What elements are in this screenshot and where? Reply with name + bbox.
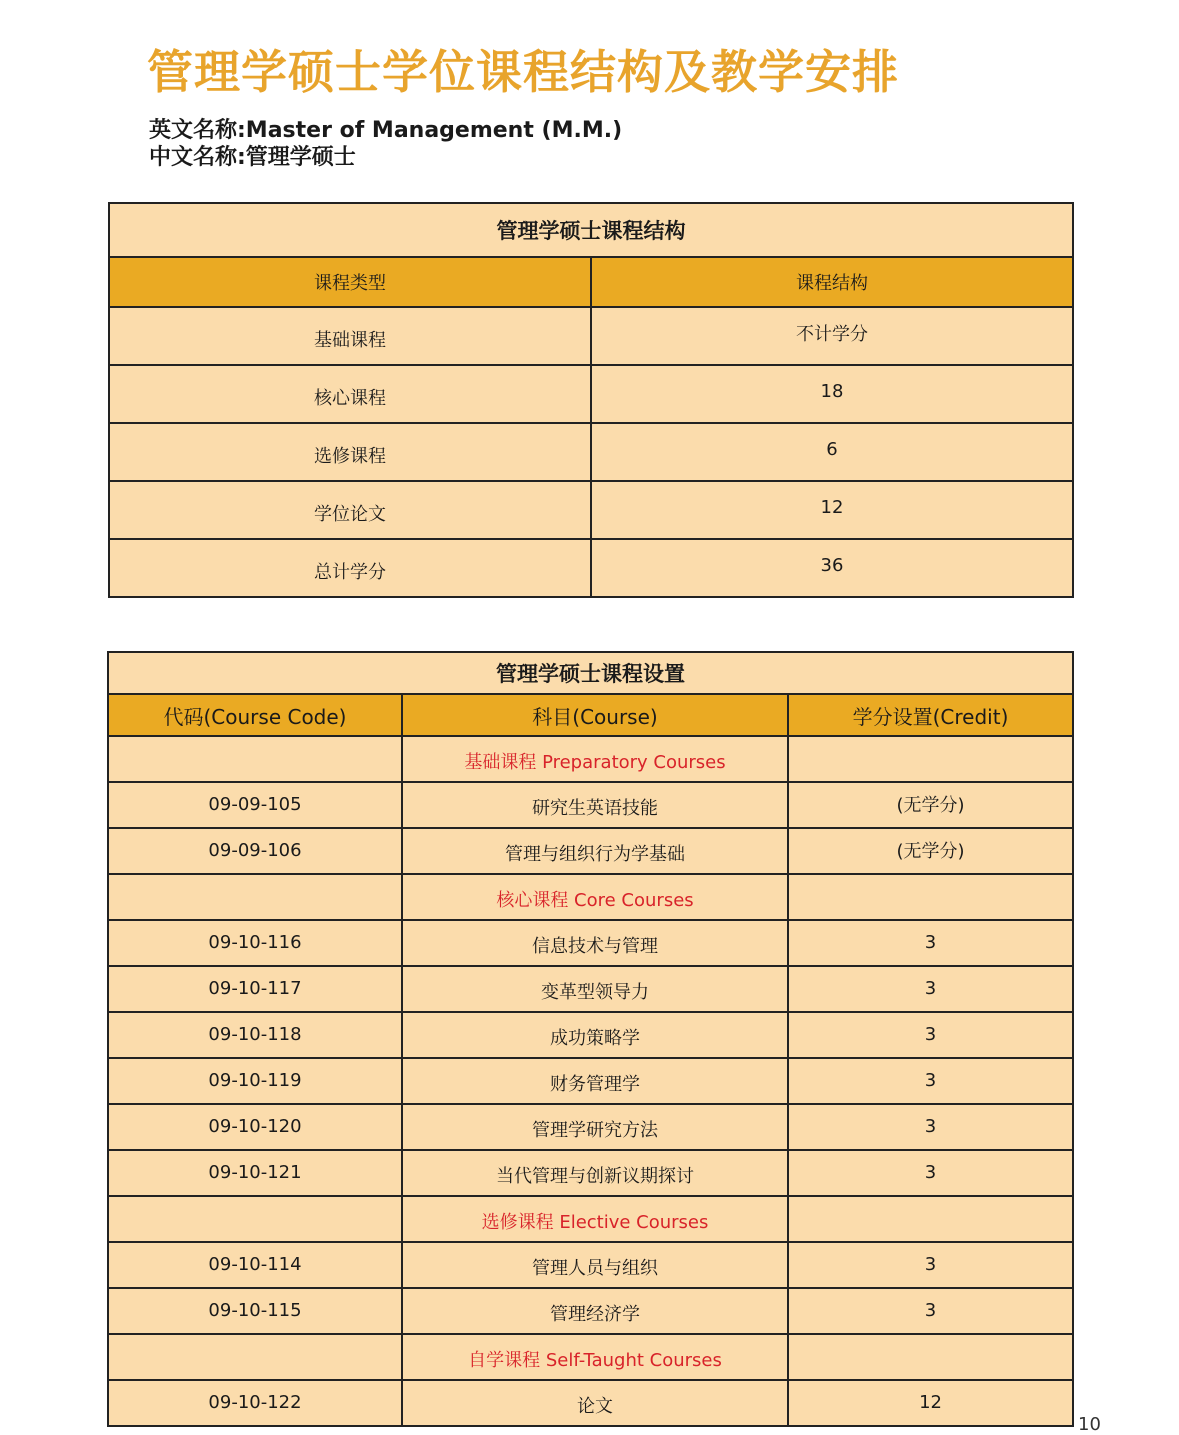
course-code: 09-10-118 (108, 1012, 402, 1058)
table-row (108, 1242, 1073, 1288)
course-credit: 3 (788, 1058, 1073, 1104)
course-structure-cell: 不计学分 (591, 307, 1073, 365)
course-code: 09-10-120 (108, 1104, 402, 1150)
course-type-cell: 学位论文 (109, 481, 591, 539)
course-credit: 3 (788, 1150, 1073, 1196)
header-course-name: 科目(Course) (402, 694, 788, 736)
header-course-type: 课程类型 (109, 257, 591, 307)
course-settings-table (107, 651, 1074, 1427)
course-type-cell: 基础课程 (109, 307, 591, 365)
table-row (108, 920, 1073, 966)
table-row (108, 1288, 1073, 1334)
course-name: 管理人员与组织 (402, 1242, 788, 1288)
course-credit: 3 (788, 966, 1073, 1012)
course-structure-cell: 18 (591, 365, 1073, 423)
table-row (108, 1058, 1073, 1104)
structure-table-title: 管理学硕士课程结构 (109, 203, 1073, 257)
header-course-code: 代码(Course Code) (108, 694, 402, 736)
table-row (108, 1150, 1073, 1196)
table-row (108, 782, 1073, 828)
table-row (108, 1380, 1073, 1426)
table-row (109, 539, 1073, 597)
course-code: 09-10-117 (108, 966, 402, 1012)
course-name: 研究生英语技能 (402, 782, 788, 828)
course-credit: 3 (788, 1242, 1073, 1288)
course-name: 管理学研究方法 (402, 1104, 788, 1150)
table-row (109, 307, 1073, 365)
course-structure-table (108, 202, 1074, 598)
course-code: 09-10-122 (108, 1380, 402, 1426)
table-row (109, 423, 1073, 481)
table-row (109, 481, 1073, 539)
section-row (108, 874, 1073, 920)
course-type-cell: 核心课程 (109, 365, 591, 423)
course-name: 信息技术与管理 (402, 920, 788, 966)
course-structure-cell: 6 (591, 423, 1073, 481)
course-credit: 3 (788, 1012, 1073, 1058)
course-name: 成功策略学 (402, 1012, 788, 1058)
page-title: 管理学硕士学位课程结构及教学安排 (147, 45, 899, 99)
section-name: 核心课程 Core Courses (402, 874, 788, 920)
table-row (108, 966, 1073, 1012)
course-structure-cell: 36 (591, 539, 1073, 597)
course-table-title: 管理学硕士课程设置 (108, 652, 1073, 694)
section-name: 基础课程 Preparatory Courses (402, 736, 788, 782)
course-name: 当代管理与创新议期探讨 (402, 1150, 788, 1196)
table-row (109, 365, 1073, 423)
header-credit: 学分设置(Credit) (788, 694, 1073, 736)
course-credit: 3 (788, 1104, 1073, 1150)
course-name: 论文 (402, 1380, 788, 1426)
table-row (108, 828, 1073, 874)
course-credit: (无学分) (788, 782, 1073, 828)
course-credit: (无学分) (788, 828, 1073, 874)
header-course-structure: 课程结构 (591, 257, 1073, 307)
course-name: 变革型领导力 (402, 966, 788, 1012)
section-row (108, 1334, 1073, 1380)
course-credit: 3 (788, 1288, 1073, 1334)
course-type-cell: 选修课程 (109, 423, 591, 481)
course-credit: 3 (788, 920, 1073, 966)
chinese-name: 中文名称:管理学硕士 (149, 145, 356, 170)
course-name: 管理经济学 (402, 1288, 788, 1334)
course-type-cell: 总计学分 (109, 539, 591, 597)
english-name: 英文名称:Master of Management (M.M.) (149, 118, 623, 143)
course-code: 09-10-116 (108, 920, 402, 966)
course-name: 财务管理学 (402, 1058, 788, 1104)
course-code: 09-10-115 (108, 1288, 402, 1334)
course-structure-cell: 12 (591, 481, 1073, 539)
section-name: 自学课程 Self-Taught Courses (402, 1334, 788, 1380)
program-names (149, 117, 622, 171)
course-code: 09-09-106 (108, 828, 402, 874)
course-code: 09-10-119 (108, 1058, 402, 1104)
course-credit: 12 (788, 1380, 1073, 1426)
course-code: 09-10-114 (108, 1242, 402, 1288)
course-name: 管理与组织行为学基础 (402, 828, 788, 874)
course-code: 09-10-121 (108, 1150, 402, 1196)
table-row (108, 1012, 1073, 1058)
course-code: 09-09-105 (108, 782, 402, 828)
section-name: 选修课程 Elective Courses (402, 1196, 788, 1242)
page-number: 10 (1078, 1414, 1101, 1435)
section-row (108, 736, 1073, 782)
section-row (108, 1196, 1073, 1242)
table-row (108, 1104, 1073, 1150)
